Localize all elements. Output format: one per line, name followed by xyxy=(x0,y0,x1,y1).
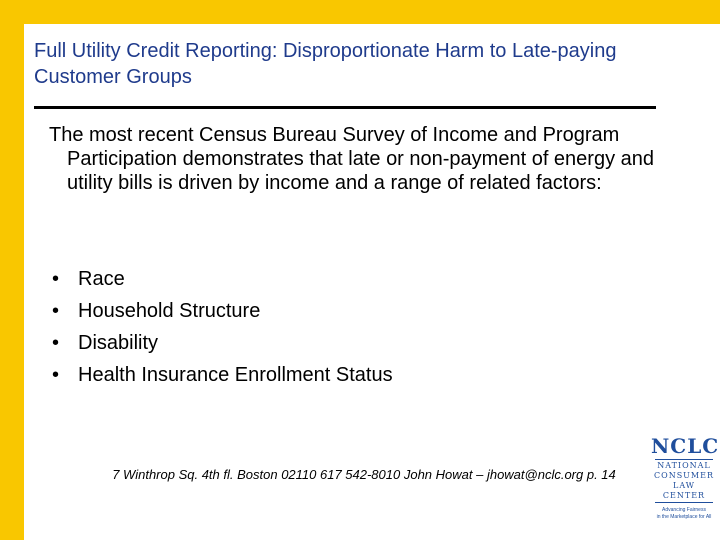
bullet-icon: • xyxy=(52,268,60,290)
bullet-item xyxy=(52,295,393,327)
logo-word: NATIONAL xyxy=(657,461,711,470)
top-accent-bar xyxy=(0,0,720,24)
left-accent-bar xyxy=(0,0,24,540)
bullet-text: Health Insurance Enrollment Status xyxy=(78,364,393,386)
bullet-text: Disability xyxy=(78,332,159,354)
title-divider xyxy=(34,106,656,109)
bullet-icon: • xyxy=(52,364,60,386)
slide xyxy=(24,24,720,540)
slide-title: Full Utility Credit Reporting: Disproportionate Harm to Late-paying Customer Groups xyxy=(34,40,617,88)
bullet-text: Race xyxy=(78,268,125,290)
logo-word: LAW xyxy=(673,481,695,490)
logo-divider xyxy=(655,502,713,503)
bullet-item xyxy=(52,327,393,359)
bullet-item xyxy=(52,263,393,295)
logo-divider xyxy=(655,459,713,460)
logo-tagline: in the Marketplace for All xyxy=(656,514,712,520)
bullet-icon: • xyxy=(52,332,60,354)
logo-word: CONSUMER xyxy=(654,471,714,480)
logo-acronym: NCLC xyxy=(651,434,720,458)
bullet-list xyxy=(52,263,393,391)
footer-contact: 7 Winthrop Sq. 4th fl. Boston 02110 617 542-8010 John Howat – jhowat@nclc.org p. 14 xyxy=(112,467,616,482)
bullet-icon: • xyxy=(52,300,60,322)
intro-paragraph: The most recent Census Bureau Survey of Income and Program Participation demonstrates that late or non-payment of energy and utility bills is driven by income and a range of related factors: xyxy=(49,124,655,194)
nclc-logo xyxy=(651,434,720,521)
logo-tagline: Advancing Fairness xyxy=(662,507,706,513)
logo-word: CENTER xyxy=(662,491,706,500)
bullet-item xyxy=(52,359,393,391)
bullet-text: Household Structure xyxy=(78,300,261,322)
